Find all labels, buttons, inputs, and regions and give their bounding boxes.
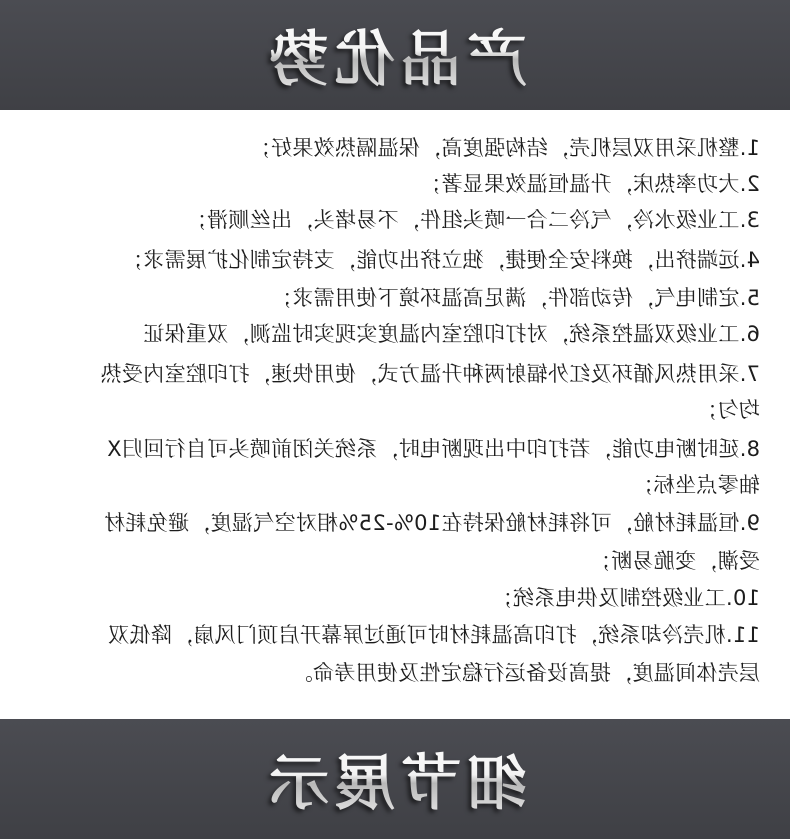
- footer-banner: [0, 719, 790, 839]
- list-item: 5.定制电气，传动部件，满足高温环境下使用需求；: [270, 286, 760, 310]
- list-item: 3.工业级水冷，气冷二合一喷头组件，不易堵头，出丝顺滑；: [185, 208, 760, 232]
- list-item: 7.采用热风循环及红外辐射两种升温方式，使用快速，打印腔室内受热: [100, 362, 760, 386]
- list-item: 8.延时断电功能，若打印中出现断电时，系统关闭前喷头可自行回归X: [106, 437, 760, 461]
- advantages-list: [0, 110, 790, 719]
- list-item-continuation: 均匀；: [696, 398, 760, 422]
- list-item: 6.工业级双温控系统，对打印腔室内温度实现实时监测，双重保证: [142, 322, 760, 346]
- section-title-details: 细节展示: [263, 736, 527, 822]
- list-item: 10.工业级控制及供电系统；: [491, 586, 760, 610]
- list-item: 11.机壳冷却系统，打印高温耗材时可通过屏幕开启顶门风扇，降低双: [108, 623, 760, 647]
- list-item-continuation: 层壳体间温度，提高设备运行稳定性及使用寿命。: [291, 661, 760, 685]
- list-item: 4.远端挤出，换料安全便捷，独立挤出功能，支持定制化扩展需求；: [121, 248, 760, 272]
- header-banner: [0, 0, 790, 110]
- list-item: 2.大功率热床，升温恒温效果显著；: [419, 172, 760, 196]
- list-item: 9.恒温耗材舱，可将耗材舱保持在10%-25%相对空气湿度，避免耗材: [103, 511, 760, 535]
- list-item-continuation: 受潮，变脆易断；: [589, 549, 760, 573]
- list-item: 1.整机采用双层机壳，结构强度高，保温隔热效果好；: [249, 136, 760, 160]
- list-item-continuation: 轴零点坐标；: [632, 473, 760, 497]
- section-title-advantages: 产品优势: [263, 12, 527, 98]
